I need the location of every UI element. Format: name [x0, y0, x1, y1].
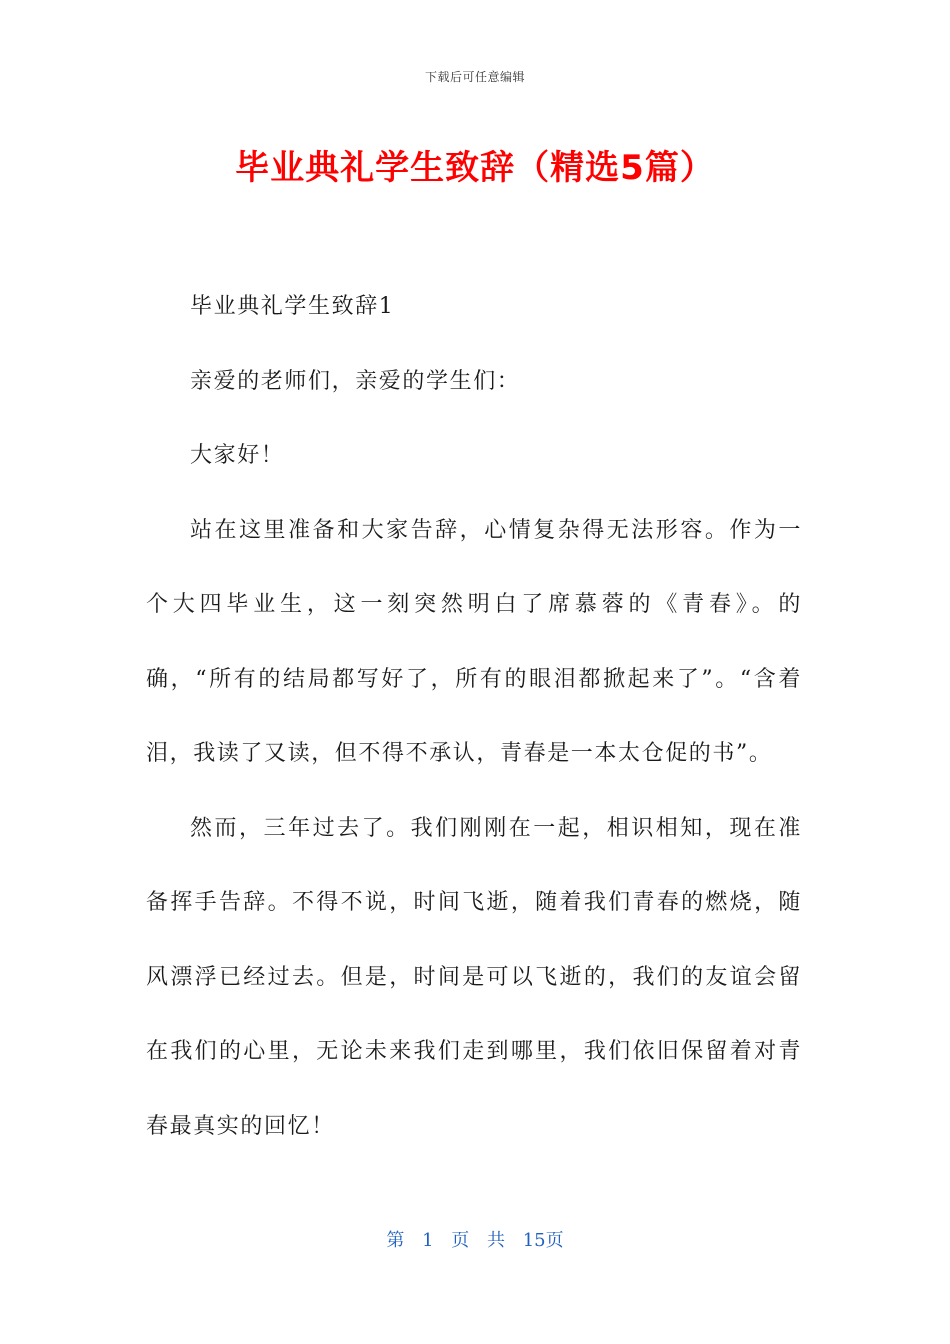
paragraph: 然而，三年过去了。我们刚刚在一起，相识相知，现在准备挥手告辞。不得不说，时间飞逝，随着我们青春的燃烧，随风漂浮已经过去。但是，时间是可以飞逝的，我们的友谊会留在我们的心里，无论未来我们走到哪里，我们依旧保留着对青春最真实的回忆！ [146, 815, 802, 1139]
footer-page-current: 1 [422, 1230, 434, 1251]
document-body [146, 270, 802, 1164]
footer-page-label: 页 [451, 1230, 470, 1251]
footer-prefix: 第 [386, 1230, 405, 1251]
footer-total-label: 共 [487, 1230, 505, 1251]
paragraph: 站在这里准备和大家告辞，心情复杂得无法形容。作为一个大四毕业生，这一刻突然明白了席慕蓉的《青春》。的确，“所有的结局都写好了，所有的眼泪都掀起来了”。“含着泪，我读了又读，但不得不承认，青春是一本太仓促的书”。 [146, 517, 802, 766]
greeting: 大家好！ [190, 443, 285, 468]
footer-page-total: 15页 [522, 1230, 564, 1251]
document-title: 毕业典礼学生致辞（精选5篇） [235, 148, 715, 188]
section-heading: 毕业典礼学生致辞1 [190, 294, 395, 319]
page-footer [0, 1226, 950, 1252]
header-note: 下载后可任意编辑 [424, 70, 525, 84]
salutation: 亲爱的老师们，亲爱的学生们： [190, 368, 521, 394]
